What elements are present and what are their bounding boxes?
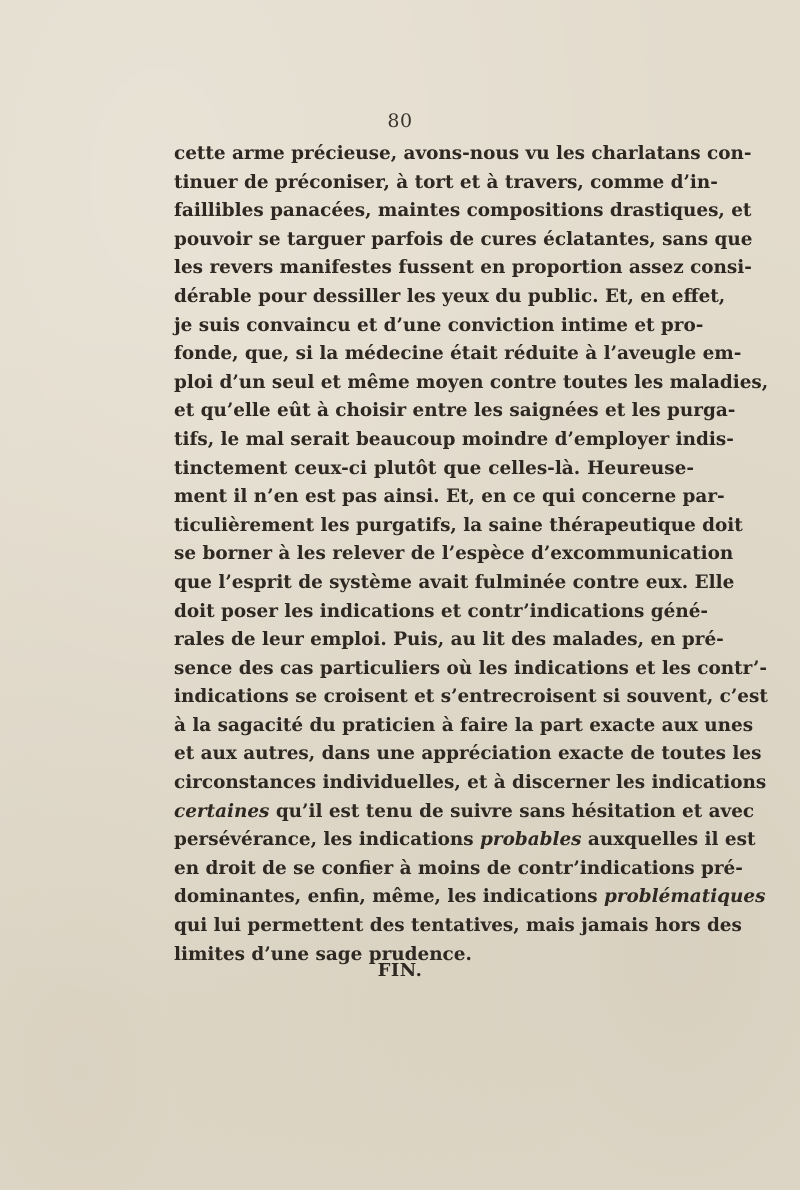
body-text xyxy=(174,140,769,969)
text-line xyxy=(174,826,756,855)
text-segment: à la sagacité du praticien à faire la part exacte aux unes xyxy=(174,714,754,736)
text-segment: ment il n’en est pas ainsi. Et, en ce qui concerne par- xyxy=(174,486,725,508)
text-segment: qu’il est tenu de suivre sans hésitation et avec xyxy=(269,800,755,822)
text-line xyxy=(174,254,752,283)
text-line xyxy=(174,740,762,769)
text-segment: en droit de se confier à moins de contr’indications pré- xyxy=(174,857,743,879)
text-segment: limites d’une sage prudence. xyxy=(174,943,472,965)
text-line xyxy=(174,397,736,426)
text-line xyxy=(174,712,754,741)
text-segment: tinctement ceux-ci plutôt que celles-là. Heureuse- xyxy=(174,457,694,479)
text-segment: je suis convaincu et d’une conviction intime et pro- xyxy=(174,314,704,336)
text-line xyxy=(174,426,734,455)
text-line xyxy=(174,540,734,569)
text-line xyxy=(174,855,743,884)
page-number: 80 xyxy=(387,110,413,132)
text-segment: doit poser les indications et contr’indications géné- xyxy=(174,600,709,622)
text-line xyxy=(174,655,767,684)
text-segment: qui lui permettent des tentatives, mais jamais hors des xyxy=(174,915,742,937)
text-segment: rales de leur emploi. Puis, au lit des malades, en pré- xyxy=(174,629,724,651)
text-segment: et aux autres, dans une appréciation exacte de toutes les xyxy=(174,743,762,765)
text-line xyxy=(174,369,769,398)
text-segment: ticulièrement les purgatifs, la saine thérapeutique doit xyxy=(174,514,743,536)
text-line xyxy=(174,798,755,827)
text-segment: dominantes, enfin, même, les indications xyxy=(174,886,604,908)
text-segment: auxquelles il est xyxy=(581,829,756,851)
text-line xyxy=(174,769,767,798)
text-line xyxy=(174,283,726,312)
text-segment: se borner à les relever de l’espèce d’excommunication xyxy=(174,543,734,565)
text-line xyxy=(174,140,752,169)
text-segment: que l’esprit de système avait fulminée contre eux. Elle xyxy=(174,571,735,593)
text-segment: fonde, que, si la médecine était réduite à l’aveugle em- xyxy=(174,343,742,365)
text-line xyxy=(174,912,742,941)
text-line xyxy=(174,626,724,655)
text-line xyxy=(174,883,766,912)
text-line xyxy=(174,598,709,627)
text-segment: faillibles panacées, maintes compositions drastiques, et xyxy=(174,200,752,222)
text-segment: pouvoir se targuer parfois de cures éclatantes, sans que xyxy=(174,228,753,250)
text-line xyxy=(174,569,735,598)
text-line xyxy=(174,455,694,484)
text-segment: tinuer de préconiser, à tort et à travers, comme d’in- xyxy=(174,171,718,193)
italic-term: certaines xyxy=(174,800,270,822)
text-segment: les revers manifestes fussent en proportion assez consi- xyxy=(174,257,752,279)
text-segment: et qu’elle eût à choisir entre les saignées et les purga- xyxy=(174,400,736,422)
text-segment: tifs, le mal serait beaucoup moindre d’employer indis- xyxy=(174,428,734,450)
text-line xyxy=(174,340,742,369)
italic-term: problématiques xyxy=(603,886,766,908)
text-line xyxy=(174,197,752,226)
text-line xyxy=(174,683,768,712)
text-line xyxy=(174,483,725,512)
text-segment: circonstances individuelles, et à discerner les indications xyxy=(174,772,767,794)
text-line xyxy=(174,312,704,341)
text-segment: ploi d’un seul et même moyen contre toutes les maladies, xyxy=(174,371,769,393)
text-segment: sence des cas particuliers où les indications et les contr’- xyxy=(174,657,767,679)
text-line xyxy=(174,226,753,255)
end-mark: FIN. xyxy=(377,960,423,981)
text-segment: indications se croisent et s’entrecroisent si souvent, c’est xyxy=(174,686,768,708)
text-segment: persévérance, les indications xyxy=(174,829,481,851)
text-line xyxy=(174,512,743,541)
text-line xyxy=(174,169,718,198)
text-segment: cette arme précieuse, avons-nous vu les charlatans con- xyxy=(174,143,752,164)
text-segment: dérable pour dessiller les yeux du public. Et, en effet, xyxy=(174,285,726,307)
italic-term: probables xyxy=(480,829,582,851)
